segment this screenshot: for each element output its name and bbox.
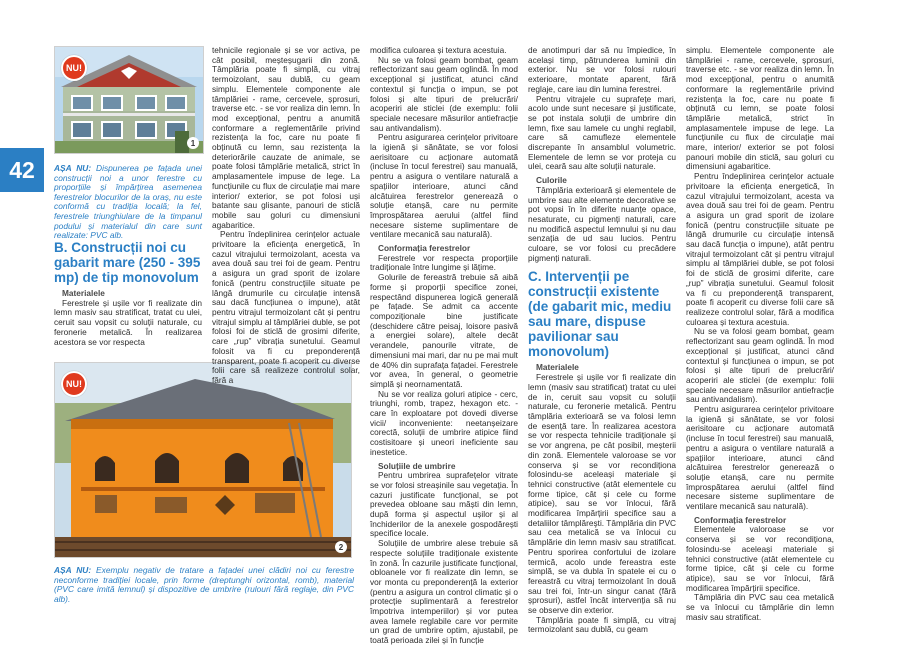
page-number: 42 bbox=[9, 156, 35, 183]
paragraph: modifica culoarea și textura acestuia. bbox=[370, 45, 507, 55]
photo-1-caption bbox=[54, 164, 202, 241]
paragraph: Soluțiile de umbrire alese trebuie să respecte soluțiile tradiționale existente în zonă. În cazurile justificate funcțional, obloanele vor fi realizate din lemn, se vor monta cu preponderență la exterior (pentru a asigura un control climatic și o protecție suplimentară a ferestrelor împotriva intemperiilor) și vor putea avea lamele reglabile care vor permite un grad de umbrire optim, ajustabil, pe toată perioada zilei și în funcție bbox=[370, 538, 518, 646]
paragraph: de anotimpuri dar să nu împiedice, în același timp, pătrunderea luminii din exterior. Nu se vor folosi rulouri exterioare, montate aparent, fără reglaje, care iau din lumina ferestrei. bbox=[528, 45, 676, 94]
paragraph: Pentru asigurarea cerințelor privitoare la igienă și sănătate, se vor folosi aerisitoare cu acționare automată (incluse în tocul ferestrei) sau manuală, pentru a asigura o ventilare naturală a spațiilor interioare, atunci când alcătuirea ferestrelor generează o soluție etanșă, care nu permite împrospătarea aerului (altfel fiind necesare sisteme suplimentare de ventilare mecanică sau naturală). bbox=[686, 404, 834, 512]
column-5-text bbox=[686, 46, 834, 622]
paragraph: Nu se va folosi geam bombat, geam reflectorizant sau geam oglindă. În mod excepțional și justificat, atunci când contextul și funcția o impun, se pot folosi și alte tipuri de prelucrări/ acoperiri ale sticlei (de exemplu: folii speciale necesare măsurilor antiefracție sau antivandalism). bbox=[370, 54, 518, 133]
paragraph: Tâmplăria din PVC sau cea metalică se va înlocui cu tâmplărie din lemn masiv sau stratificat. bbox=[686, 592, 834, 622]
column-3-text bbox=[370, 46, 518, 646]
section-b-materials-heading: Materialele bbox=[62, 288, 105, 298]
section-b-windows-heading: Conformația ferestrelor bbox=[378, 243, 471, 254]
paragraph: Pentru vitrajele cu suprafețe mari, acolo unde sunt necesare și justificate, se pot instala soluții de umbrire din lemn, fixe sau lamele cu unghi reglabil, care să camufleze elementele discrepante în ansamblul volumetric. Elementele de lemn se vor proteja cu ulei, ceară sau alte soluții naturale. bbox=[528, 93, 676, 172]
caption-text: Dispunerea pe fațada unei construcții noi a unor ferestre cu proporțiile și împărțirea asemenea ferestrelor blocurilor de la oraș, nu este conformă cu tradiția locală; la fel, ferestrele triunghiulare de la timpanul podului și materialul din care sunt realizate: PVC alb. bbox=[54, 163, 202, 241]
paragraph: simplu. Elementele componente ale tâmplăriei - rame, cercevele, șprosuri, traverse etc. - se vor realiza din lemn. În mod excepțional, pentru o anumită conformare la reglementările privind rezistența la foc, care nu poate fi obținută cu lemn, se poate folosi tâmplărie metalică, strict în amplasamentele impuse de lege. La funcțiunile cu flux de circulație mai mare, interior/ exterior se pot folosi panouri mobile din sticlă, sau goluri cu dimensiuni agabaritice. bbox=[686, 45, 834, 172]
paragraph: Ferestrele și ușile vor fi realizate din lemn masiv sau stratificat, tratat cu ulei, ceruit sau vopsit cu soluții naturale, cu feronerie metalică. În realizarea acestora se vor respecta bbox=[54, 297, 202, 347]
paragraph: Pentru asigurarea cerințelor privitoare la igienă și sănătate, se vor folosi aerisitoare cu acționare automată (incluse în tocul ferestrei) sau manuală, pentru a asigura o ventilare naturală a spațiilor interioare, atunci când alcătuirea ferestrelor generează o soluție etanșă, care nu permite împrospătarea aerului (altfel fiind necesare sisteme suplimentare de ventilare mecanică sau naturală). bbox=[370, 132, 518, 240]
column-1-text bbox=[54, 234, 202, 347]
photo-number-label: 2 bbox=[338, 542, 344, 552]
paragraph: Tâmplăria exterioară și elementele de umbrire sau alte elemente decorative se pot vopsi în în diferite nuanțe opace, nesaturate, cu pigmenți naturali, care nu modifică aspectul lemnului și nu dau senzația de ud sau lucios. Pentru culoare, se vor folosi cu precădere pigmenți naturali. bbox=[528, 184, 676, 263]
section-c-materials-heading: Materialele bbox=[536, 362, 579, 373]
nu-warning-badge bbox=[61, 371, 87, 397]
page-number-tab bbox=[0, 148, 44, 192]
paragraph: Nu se vor realiza goluri atipice - cerc, triunghi, romb, trapez, hexagon etc. - care în exploatare pot dovedi diverse vicii/ inconveniente: neetanșeizare corectă, soluții de umbrire atipice fiind costisitoare și uneori ineficiente sau inestetice. bbox=[370, 388, 518, 457]
nu-warning-badge bbox=[61, 55, 87, 81]
paragraph: Ferestrele vor respecta proporțiile tradiționale între lungime și lățime. bbox=[370, 252, 518, 273]
caption-lead: AȘA NU: bbox=[54, 163, 92, 173]
nu-badge-label: NU! bbox=[66, 63, 82, 73]
paragraph: Golurile de fereastră trebuie să aibă forme și proporții specifice zonei, respectând dispunerea logică generală pe fațade. Se admit ca accente compoziționale bine justificate (deschidere către peisaj, loisore pasivă a energiei solare), altele decât verandele, panourile vitrate, de dimensiuni mai mari, dar nu pe mai mult de 40% din suprafața fațadei. Ferestrele vor avea, în general, o geometrie simplă și neornamentată. bbox=[370, 272, 518, 389]
paragraph: Pentru îndeplinirea cerințelor actuale privitoare la eficiența energetică, în cazul vitrajului termoizolant, acesta va avea două sau trei foi de geam. Pentru a asigura un grad sporit de izolare fonică (pentru construcțiile situate pe lângă drumurile cu circulație intensă sau dacă funcția o impune), atât pentru vitrajul termoizolant cât și pentru vitrajul simplu al tâmplăriei duble, se pot folosi foi de sticlă de grosimi diferite, care „rup” vibrația sunetului. Geamul folosit va fi cu preponderență transparent, poate fi acoperit cu diverse folii care să realizeze controlul solar, fără a modifica culoarea și textura acestuia. bbox=[686, 171, 834, 327]
section-b-colors-heading: Culorile bbox=[536, 175, 567, 186]
house-2-illustration bbox=[55, 363, 351, 557]
paragraph: Tâmplăria poate fi simplă, cu vitraj termoizolant sau dublă, cu geam bbox=[528, 614, 676, 635]
photo-number-label: 1 bbox=[190, 138, 196, 148]
paragraph: Pentru umbrirea suprafețelor vitrate se vor folosi streașinile sau vegetația. În cazuri justificate funcțional, se pot prevedea obloane sau măști din lemn, după forma și aspectul ușilor și al închiderilor de la anexele gospodărești specifice locale. bbox=[370, 470, 518, 539]
caption-text: Exemplu negativ de tratare a fațadei unei clădiri noi cu ferestre neconforme tradiției locale, prin forme (dreptunghi orizontal, romb), material (PVC care imită lemnul) și dispozitive de umbrire (rulouri fără reglaje, din PVC alb). bbox=[54, 565, 354, 604]
photo-house-1 bbox=[54, 46, 204, 154]
paragraph: tehnicile regionale și se vor activa, pe cât posibil, meșteșugarii din zonă. Tâmplăria poate fi simplă, cu vitraj termoizolant, sau dublă, cu geam simplu. Elementele componente ale tâmplăriei - rame, cercevele, șprosuri, traverse etc. - se vor realiza din lemn. În mod excepțional, pentru a anumită conformare a reglementările privind rezistența la foc, care nu poate fi obținută cu lemn, sau rezistența la deteriorările cauzate de animale, se poate folosi tâmplărie metalică, strict în amplasamentele impuse de lege. La funcțiunile cu flux de circulație mai mare interior/ exterior, se pot folosi uși batante sau glisante, panouri de sticlă mobile sau goluri cu dimensiuni agabaritice. bbox=[212, 45, 360, 230]
section-c-heading: C. Intervenții pe construcții existente (de gabarit mic, mediu sau mare, dispuse pavilionar sau monovolum) bbox=[528, 269, 672, 360]
paragraph: Elementele valoroase se vor conserva și se vor recondiționa, folosindu-se aceleași materiale și tehnici constructive (atât elementele cu forme tipice, cât și cele cu forme atipice), sau se vor înlocui, fără modificarea împărțirii specifice. bbox=[686, 524, 834, 593]
caption-lead: AȘA NU: bbox=[54, 565, 92, 575]
column-2-text bbox=[212, 46, 360, 386]
photo-house-2 bbox=[54, 362, 352, 558]
section-b-shading-heading: Soluțiile de umbrire bbox=[378, 460, 456, 471]
paragraph: Pentru îndeplinirea cerințelor actuale privitoare la eficiența energetică, în cazul vitrajului termoizolant, acesta va avea două sau trei foi de geam. Pentru a asigura un grad sporit de izolare fonică (pentru construcțiile situate pe lângă drumurile cu circulație intensă sau dacă funcțiunea o impune), atât pentru vitrajul termoizolant cât și pentru vitrajul simplu al tâmplăriei duble, se pot folosi foi de sticlă de grosimi diferite, care „rup” vibrația sunetului. Geamul folosit va fi cu preponderență transparent, poate fi acoperit cu diverse folii care să realizeze controlul solar, fără a bbox=[212, 229, 360, 385]
section-c-windows-heading: Conformația ferestrelor bbox=[694, 514, 787, 525]
photo-2-caption bbox=[54, 566, 354, 604]
column-4-text bbox=[528, 46, 676, 635]
paragraph: Nu se va folosi geam bombat, geam reflectorizant sau geam oglindă. În mod excepțional și justificat, atunci când contextul și funcțiunea o impun, se pot folosi și alte tipuri de prelucrări/ acoperiri ale sticlei (de exemplu: folii speciale necesare măsurilor antiefracție sau antivandalism). bbox=[686, 326, 834, 405]
section-b-heading: B. Construcții noi cu gabarit mare (250 - 395 mp) de tip monovolum bbox=[54, 240, 201, 285]
paragraph: Ferestrele și ușile vor fi realizate din lemn (masiv sau stratificat) tratat cu ulei de in, ceruit sau vopsit cu soluții naturale, cu feronerie metalică. Pentru tâmplăria exterioară se va folosi lemn de esență tare. În realizarea acestora se vor respecta tehnicile tradiționale și se vor angrena, pe cât posibil, meșterii din zonă. Elementele valoroase se vor conserva și se vor recondiționa folosindu-se aceleași materiale și tehnici constructive (atât elementele cu forme tipice, cât și cele cu forme atipice), sau se vor înlocui, fără modificarea împărțirii specifice sau a detaliilor tâmplăreşti. Tâmplăria din PVC sau cea metalică se va înlocui cu tâmplărie din lemn masiv sau stratificat. Pentru sporirea confortului de izolare termică, acolo unde fereastra este simplă, se va dubla în spatele ei cu o fereastră cu vitraj termoizolant în două sau trei foi, într-un singur canat (fără șprosuri), astfel încât intervenția să nu se observe din exterior. bbox=[528, 372, 676, 616]
nu-badge-label: NU! bbox=[66, 379, 82, 389]
photo-number-badge bbox=[187, 137, 199, 149]
photo-number-badge bbox=[335, 541, 347, 553]
